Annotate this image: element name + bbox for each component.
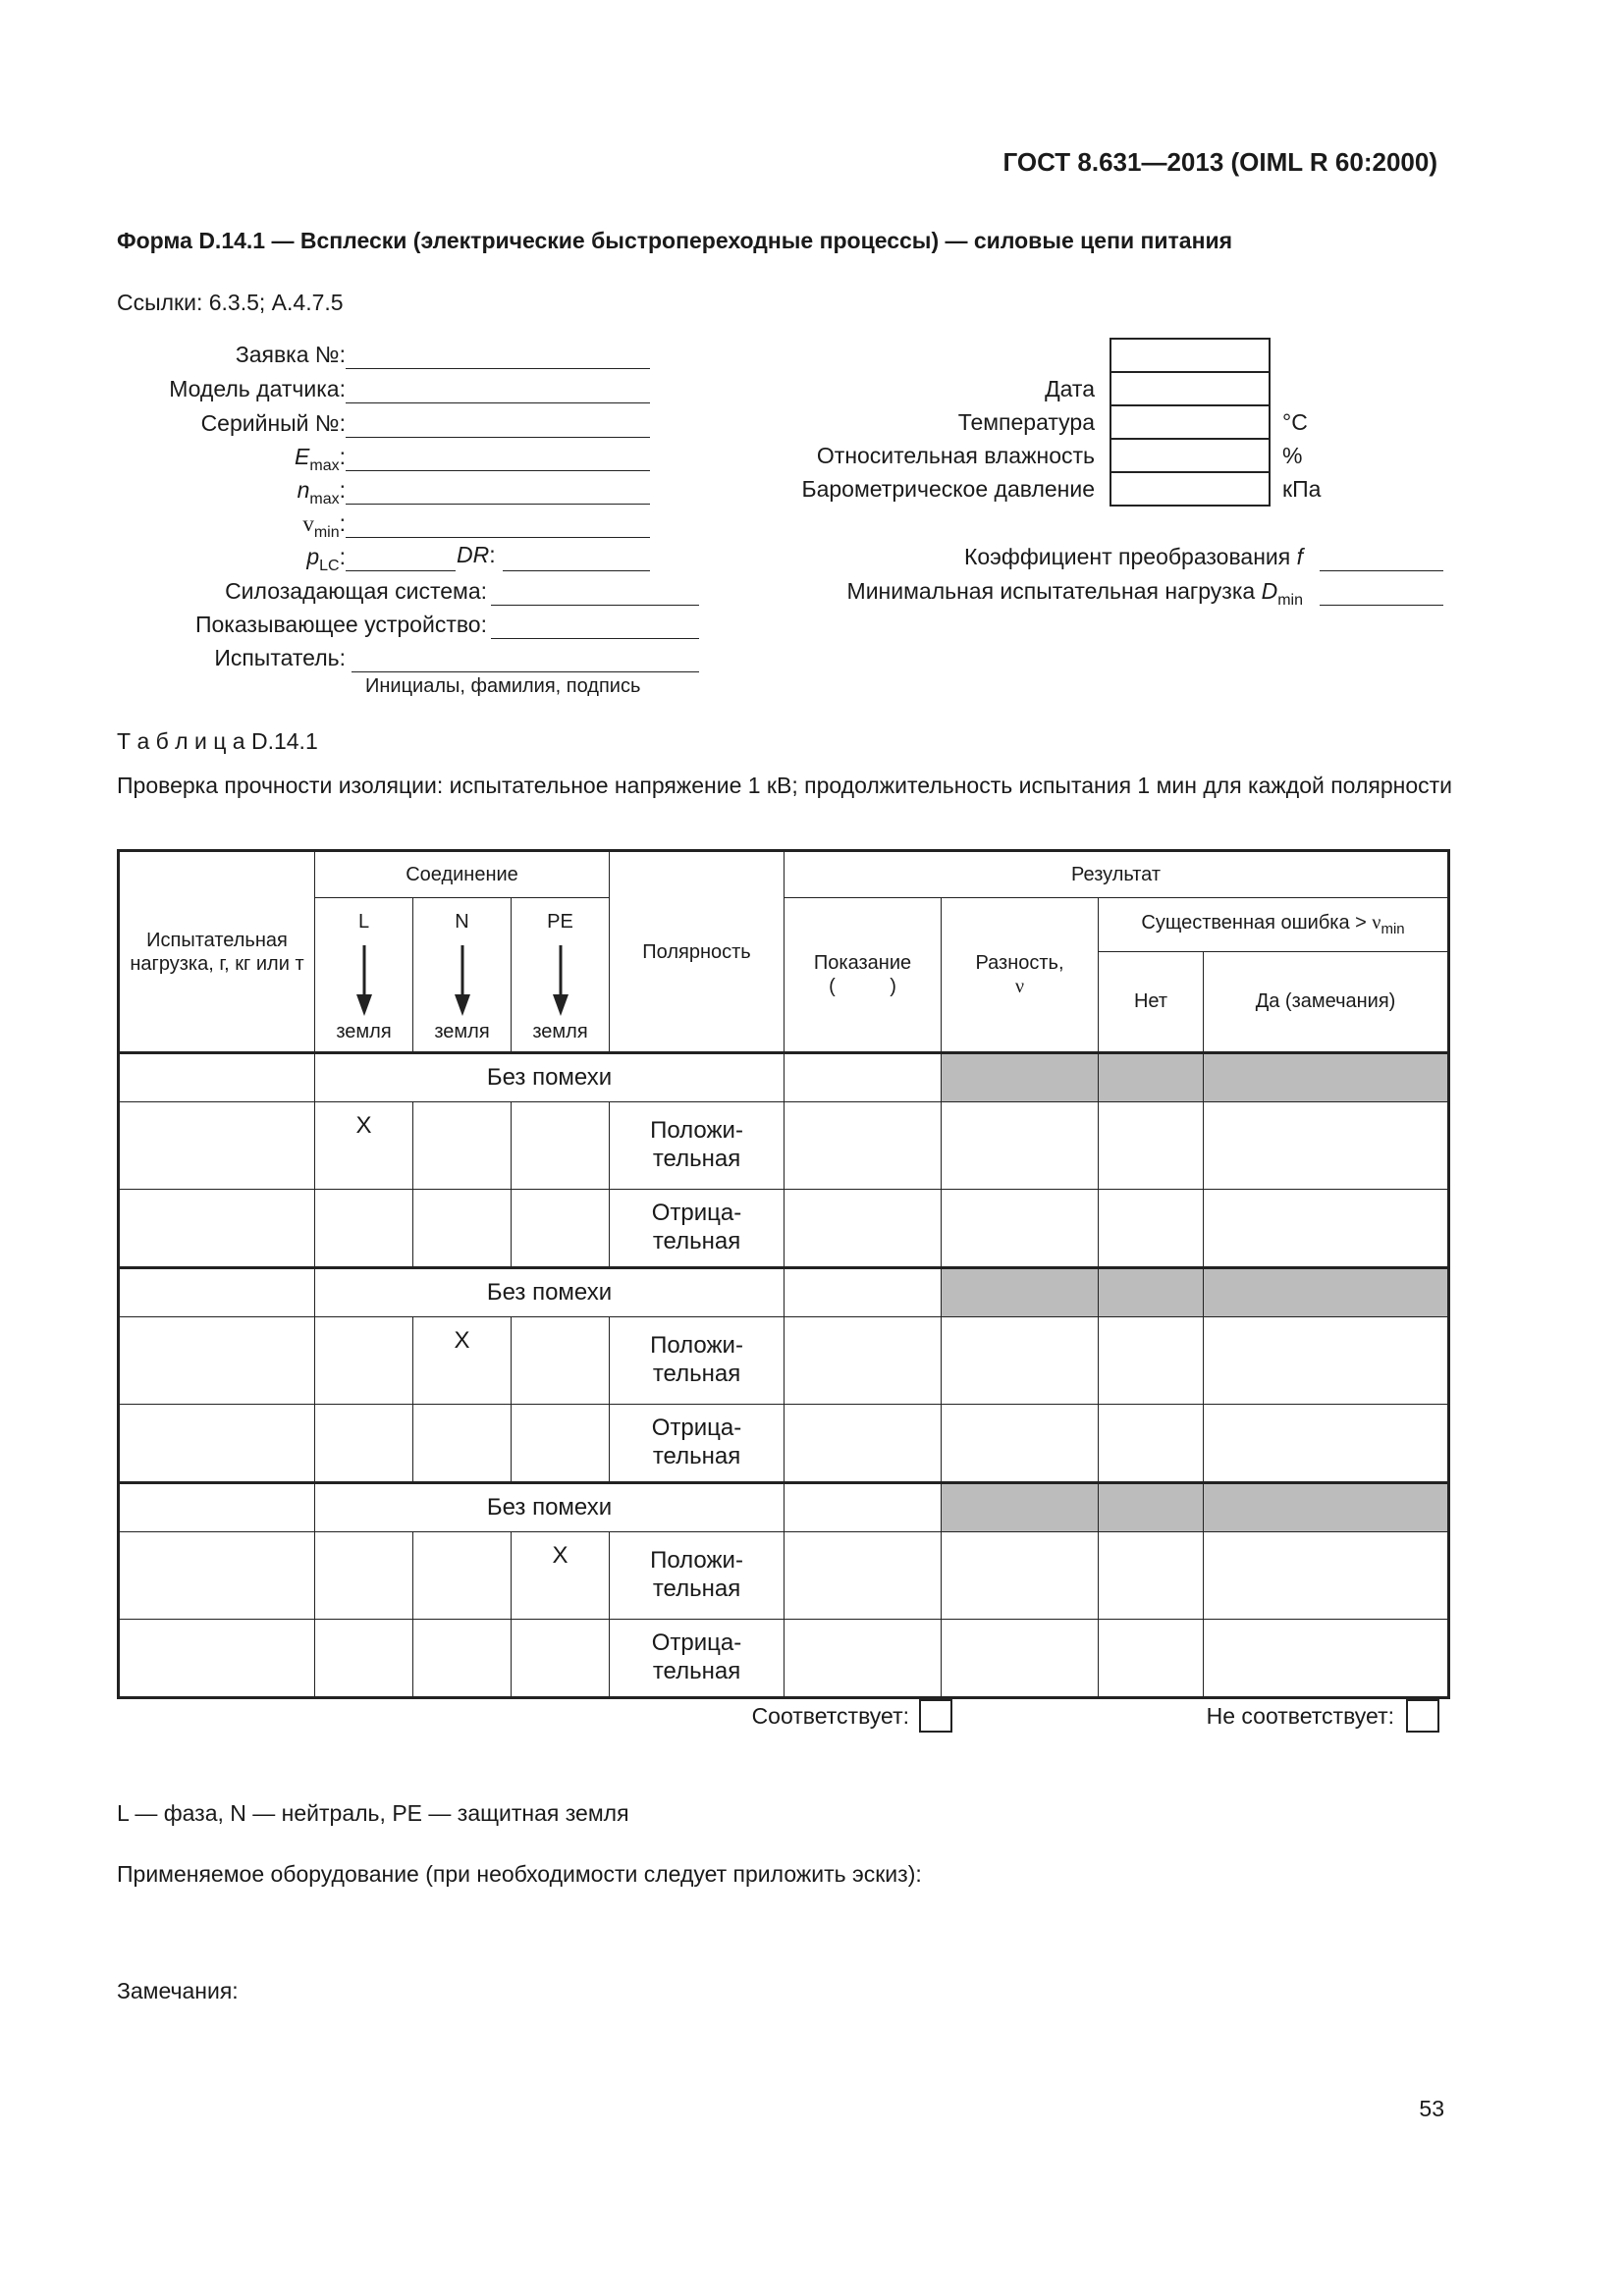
cell-no[interactable] xyxy=(1099,1102,1204,1190)
insulation-test-table xyxy=(117,849,1450,1699)
application-label: Заявка №: xyxy=(235,342,346,367)
cell-conn[interactable] xyxy=(413,1620,512,1698)
cell-difference[interactable] xyxy=(942,1532,1099,1620)
temperature-box[interactable] xyxy=(1110,404,1271,440)
header-conn-PE xyxy=(512,898,610,1053)
header-no: Нет xyxy=(1099,951,1204,1052)
cell-conn[interactable] xyxy=(315,1317,413,1405)
cell-shaded xyxy=(1204,1268,1449,1317)
application-field[interactable] xyxy=(346,368,650,369)
plc-field[interactable] xyxy=(346,570,456,571)
polarity-positive: Положи- тельная xyxy=(610,1317,785,1405)
pressure-unit: кПа xyxy=(1282,476,1322,502)
conversion-coefficient-label: Коэффициент преобразования f xyxy=(963,544,1303,569)
cell-yes[interactable] xyxy=(1204,1620,1449,1698)
dr-label: DR: xyxy=(457,542,496,567)
humidity-box[interactable] xyxy=(1110,438,1271,473)
cell-difference[interactable] xyxy=(942,1102,1099,1190)
cell-shaded xyxy=(1099,1483,1204,1532)
document-standard-header: ГОСТ 8.631—2013 (OIML R 60:2000) xyxy=(1002,147,1437,177)
header-reading: Показание ( ) xyxy=(785,898,942,1053)
polarity-negative: Отрица- тельная xyxy=(610,1620,785,1698)
x-mark: X xyxy=(315,1102,413,1190)
dr-field[interactable] xyxy=(503,570,650,571)
cell-reading[interactable] xyxy=(785,1620,942,1698)
cell-conn[interactable] xyxy=(413,1190,512,1268)
cell-conn[interactable] xyxy=(413,1102,512,1190)
cell-reading[interactable] xyxy=(785,1483,942,1532)
polarity-positive: Положи- тельная xyxy=(610,1532,785,1620)
no-disturbance-label: Без помехи xyxy=(315,1268,785,1317)
polarity-positive: Положи- тельная xyxy=(610,1102,785,1190)
form-references: Ссылки: 6.3.5; А.4.7.5 xyxy=(117,290,344,315)
vmin-label: $v_{min}$: xyxy=(302,510,346,541)
x-mark: X xyxy=(512,1532,610,1620)
cell-shaded xyxy=(1204,1483,1449,1532)
conn-PE-letter: PE xyxy=(547,911,573,933)
cell-shaded xyxy=(942,1268,1099,1317)
cell-reading[interactable] xyxy=(785,1405,942,1483)
cell-shaded xyxy=(942,1483,1099,1532)
display-device-label: Показывающее устройство: xyxy=(194,612,487,637)
cell-no[interactable] xyxy=(1099,1405,1204,1483)
cell-yes[interactable] xyxy=(1204,1102,1449,1190)
pressure-label: Барометрическое давление xyxy=(801,476,1095,502)
cell-load[interactable] xyxy=(119,1053,315,1102)
cell-conn[interactable] xyxy=(512,1620,610,1698)
conn-PE-earth: земля xyxy=(532,1021,588,1042)
tester-label: Испытатель: xyxy=(214,645,346,670)
arrow-down-icon xyxy=(453,945,472,1016)
cell-conn[interactable] xyxy=(413,1405,512,1483)
form-title: Форма D.14.1 — Всплески (электрические быстропереходные процессы) — силовые цепи питания xyxy=(117,228,1233,253)
legend-text: L — фаза, N — нейтраль, PE — защитная земля xyxy=(117,1800,629,1826)
date-label: Дата xyxy=(1045,376,1095,401)
cell-shaded xyxy=(1099,1053,1204,1102)
equipment-label: Применяемое оборудование (при необходимости следует приложить эскиз): xyxy=(117,1861,922,1887)
cell-conn[interactable] xyxy=(512,1317,610,1405)
page-number: 53 xyxy=(1419,2096,1444,2121)
nmax-label: $n_{max}$: xyxy=(297,477,346,507)
conn-N-letter: N xyxy=(455,911,469,933)
min-load-label: Минимальная испытательная нагрузка $D_{min}$ xyxy=(846,578,1303,609)
cell-yes[interactable] xyxy=(1204,1317,1449,1405)
cell-no[interactable] xyxy=(1099,1532,1204,1620)
header-yes-remarks: Да (замечания) xyxy=(1204,951,1449,1052)
cell-conn[interactable] xyxy=(413,1532,512,1620)
no-disturbance-label: Без помехи xyxy=(315,1483,785,1532)
complies-checkbox[interactable] xyxy=(919,1699,952,1733)
cell-load[interactable] xyxy=(119,1405,315,1483)
serial-label: Серийный №: xyxy=(200,410,346,436)
cell-reading[interactable] xyxy=(785,1053,942,1102)
polarity-negative: Отрица- тельная xyxy=(610,1405,785,1483)
cell-shaded xyxy=(1204,1053,1449,1102)
header-result: Результат xyxy=(785,851,1449,898)
cell-yes[interactable] xyxy=(1204,1190,1449,1268)
cell-no[interactable] xyxy=(1099,1190,1204,1268)
cell-reading[interactable] xyxy=(785,1532,942,1620)
polarity-negative: Отрица- тельная xyxy=(610,1190,785,1268)
plc-label: $p_{LC}$: xyxy=(306,544,346,574)
cell-load[interactable] xyxy=(119,1190,315,1268)
cell-conn[interactable] xyxy=(512,1190,610,1268)
cell-yes[interactable] xyxy=(1204,1532,1449,1620)
cell-shaded xyxy=(942,1053,1099,1102)
complies-label: Соответствует: xyxy=(751,1703,909,1729)
temperature-unit: °C xyxy=(1282,409,1308,435)
min-load-field[interactable] xyxy=(1320,605,1443,606)
tester-field[interactable] xyxy=(352,671,699,672)
cell-reading[interactable] xyxy=(785,1102,942,1190)
cell-shaded xyxy=(1099,1268,1204,1317)
cell-conn[interactable] xyxy=(315,1190,413,1268)
header-conn-N xyxy=(413,898,512,1053)
display-device-field[interactable] xyxy=(491,638,699,639)
cell-no[interactable] xyxy=(1099,1620,1204,1698)
tester-note: Инициалы, фамилия, подпись xyxy=(365,675,641,697)
no-disturbance-label: Без помехи xyxy=(315,1053,785,1102)
conn-L-earth: земля xyxy=(336,1021,392,1042)
blank-box[interactable] xyxy=(1110,338,1271,373)
emax-label: $E_{max}$: xyxy=(295,444,346,474)
header-conn-L xyxy=(315,898,413,1053)
cell-load[interactable] xyxy=(119,1620,315,1698)
emax-field[interactable] xyxy=(346,470,650,471)
sensor-model-label: Модель датчика: xyxy=(169,376,346,401)
cell-reading[interactable] xyxy=(785,1190,942,1268)
arrow-down-icon xyxy=(551,945,570,1016)
cell-conn[interactable] xyxy=(315,1405,413,1483)
cell-conn[interactable] xyxy=(315,1532,413,1620)
humidity-unit: % xyxy=(1282,443,1303,468)
remarks-label: Замечания: xyxy=(117,1978,239,2003)
pressure-box[interactable] xyxy=(1110,471,1271,507)
not-complies-checkbox[interactable] xyxy=(1406,1699,1439,1733)
load-system-field[interactable] xyxy=(491,605,699,606)
cell-conn[interactable] xyxy=(512,1102,610,1190)
not-complies-label: Не соответствует: xyxy=(1206,1703,1394,1729)
humidity-label: Относительная влажность xyxy=(816,443,1095,468)
cell-load[interactable] xyxy=(119,1317,315,1405)
nmax-field[interactable] xyxy=(346,504,650,505)
header-significant-error: Существенная ошибка > $\nu_{min}$ xyxy=(1099,898,1449,952)
cell-difference[interactable] xyxy=(942,1190,1099,1268)
cell-load[interactable] xyxy=(119,1102,315,1190)
cell-conn[interactable] xyxy=(512,1405,610,1483)
x-mark: X xyxy=(413,1317,512,1405)
sensor-model-field[interactable] xyxy=(346,402,650,403)
header-polarity: Полярность xyxy=(610,851,785,1053)
cell-no[interactable] xyxy=(1099,1317,1204,1405)
cell-load[interactable] xyxy=(119,1532,315,1620)
conversion-coefficient-field[interactable] xyxy=(1320,570,1443,571)
cell-load[interactable] xyxy=(119,1268,315,1317)
serial-field[interactable] xyxy=(346,437,650,438)
header-test-load: Испытательная нагрузка, г, кг или т xyxy=(119,851,315,1053)
cell-reading[interactable] xyxy=(785,1317,942,1405)
cell-difference[interactable] xyxy=(942,1620,1099,1698)
conn-N-earth: земля xyxy=(434,1021,490,1042)
cell-reading[interactable] xyxy=(785,1268,942,1317)
cell-yes[interactable] xyxy=(1204,1405,1449,1483)
load-system-label: Силозадающая система: xyxy=(225,578,487,604)
arrow-down-icon xyxy=(354,945,374,1016)
header-difference: Разность, ν xyxy=(942,898,1099,1053)
table-caption: Т а б л и ц а D.14.1 xyxy=(117,728,318,754)
conn-L-letter: L xyxy=(357,911,370,933)
cell-load[interactable] xyxy=(119,1483,315,1532)
header-connection: Соединение xyxy=(315,851,610,898)
cell-difference[interactable] xyxy=(942,1405,1099,1483)
temperature-label: Температура xyxy=(957,409,1095,435)
vmin-field[interactable] xyxy=(346,537,650,538)
cell-conn[interactable] xyxy=(315,1620,413,1698)
cell-difference[interactable] xyxy=(942,1317,1099,1405)
table-description: Проверка прочности изоляции: испытательное напряжение 1 кВ; продолжительность испытания 1 мин для каждой полярности xyxy=(117,773,1453,798)
date-box[interactable] xyxy=(1110,371,1271,406)
